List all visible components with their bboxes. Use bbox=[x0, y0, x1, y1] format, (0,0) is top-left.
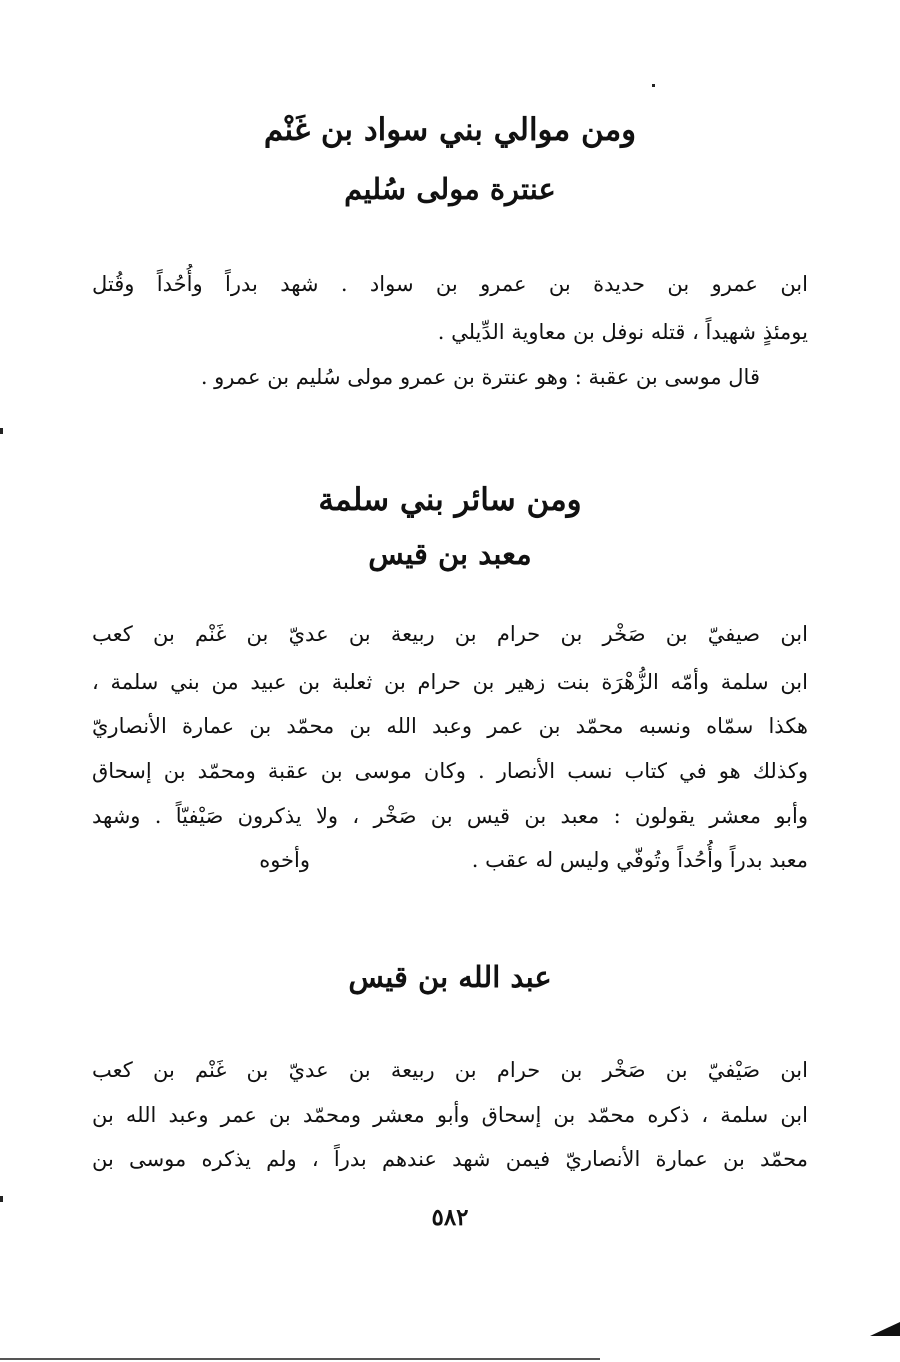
page-corner-mark bbox=[870, 1322, 900, 1336]
paragraph-line: ابن عمرو بن حديدة بن عمرو بن سواد . شهد بدراً وأُحُداً وقُتل bbox=[92, 272, 808, 296]
paragraph-line: محمّد بن عمارة الأنصاريّ فيمن شهد عندهم بدراً ، ولم يذكره موسى بن bbox=[92, 1147, 808, 1171]
scan-edge-line bbox=[0, 1358, 600, 1360]
section-heading-bani-sawad: ومن موالي بني سواد بن غَنْم bbox=[263, 112, 637, 148]
paragraph-line: ابن سلمة ، ذكره محمّد بن إسحاق وأبو معشر ومحمّد بن عمر وعبد الله بن bbox=[92, 1103, 808, 1127]
entry-title-mabad: معبد بن قيس bbox=[368, 537, 532, 571]
page-number: ٥٨٢ bbox=[431, 1204, 469, 1231]
paragraph-line: هكذا سمّاه ونسبه محمّد بن عمر وعبد الله بن محمّد بن عمارة الأنصاريّ bbox=[92, 714, 808, 738]
scan-speck bbox=[652, 84, 655, 87]
scan-speck bbox=[0, 428, 3, 434]
paragraph-line: يومئذٍ شهيداً ، قتله نوفل بن معاوية الدِّيلي . bbox=[437, 320, 808, 344]
paragraph-line: وكذلك هو في كتاب نسب الأنصار . وكان موسى بن عقبة ومحمّد بن إسحاق bbox=[92, 759, 808, 783]
entry-title-abdullah: عبد الله بن قيس bbox=[348, 960, 552, 994]
paragraph-line: ابن صَيْفيّ بن صَخْر بن حرام بن ربيعة بن عديّ بن غَنْم بن كعب bbox=[92, 1058, 808, 1082]
paragraph-line: قال موسى بن عقبة : وهو عنترة بن عمرو مولى سُليم بن عمرو . bbox=[200, 365, 760, 389]
paragraph-line: ابن صيفيّ بن صَخْر بن حرام بن ربيعة بن عديّ بن غَنْم بن كعب bbox=[92, 622, 808, 646]
paragraph-line: معبد بدراً وأُحُداً وتُوفّي وليس له عقب . bbox=[471, 848, 808, 872]
entry-title-antara: عنترة مولى سُليم bbox=[344, 172, 556, 206]
section-heading-bani-salima: ومن سائر بني سلمة bbox=[318, 482, 582, 518]
paragraph-line: وأبو معشر يقولون : معبد بن قيس بن صَخْر ، ولا يذكرون صَيْفيّاً . وشهد bbox=[92, 804, 808, 828]
paragraph-line: ابن سلمة وأمّه الزُّهْرَة بنت زهير بن حرام بن ثعلبة بن عبيد من بني سلمة ، bbox=[92, 670, 808, 694]
paragraph-line-wa-akhuhu: وأخوه bbox=[259, 848, 310, 872]
scan-speck bbox=[0, 1196, 3, 1202]
